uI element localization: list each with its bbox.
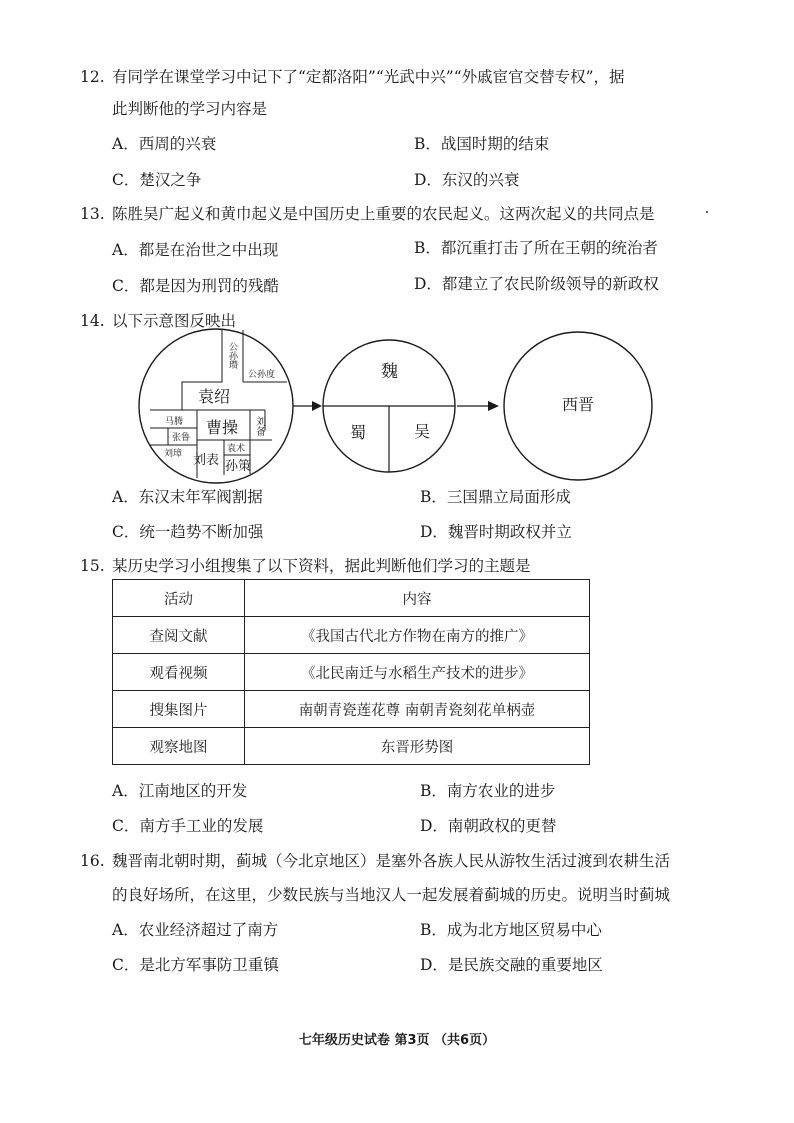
table-cell-activity: 观看视频: [113, 654, 245, 691]
q15-table: [112, 579, 590, 765]
table-row: [113, 654, 590, 691]
label-mateng: 马腾: [165, 417, 184, 427]
q15-stem: 某历史学习小组搜集了以下资料，据此判断他们学习的主题是: [112, 557, 531, 575]
label-shu: 蜀: [350, 423, 367, 442]
q14-option-d: D．魏晋时期政权并立: [420, 523, 572, 541]
q16-number: 16.: [80, 852, 105, 870]
label-liubei: 刘备: [253, 416, 265, 436]
table-cell-content: 《我国古代北方作物在南方的推广》: [245, 617, 590, 654]
label-wei: 魏: [381, 362, 398, 382]
circle-western-jin: [504, 332, 652, 480]
q14-number: 14.: [80, 312, 105, 330]
stray-dot: [706, 211, 708, 213]
q16-stem-line2: 的良好场所，在这里，少数民族与当地汉人一起发展着蓟城的历史。说明当时蓟城: [112, 886, 671, 904]
table-cell-content: 东晋形势图: [245, 728, 590, 765]
table-cell-activity: 查阅文献: [113, 617, 245, 654]
q15-option-c: C．南方手工业的发展: [112, 817, 264, 835]
table-cell-activity: 搜集图片: [113, 691, 245, 728]
table-row: [113, 617, 590, 654]
label-caocao: 曹操: [206, 418, 239, 437]
label-zhanglu: 张鲁: [172, 433, 191, 443]
table-cell-content: 《北民南迁与水稻生产技术的进步》: [245, 654, 590, 691]
q13-stem: 陈胜吴广起义和黄巾起义是中国历史上重要的农民起义。这两次起义的共同点是: [112, 205, 655, 223]
q13-option-b: B．都沉重打击了所在王朝的统治者: [414, 239, 658, 257]
q13-option-c: C．都是因为刑罚的残酷: [112, 277, 279, 295]
circle-warlords: [139, 329, 293, 483]
arrow-1: [293, 401, 322, 411]
q15-number: 15.: [80, 557, 105, 575]
table-cell-content: 南朝青瓷莲花尊 南朝青瓷刻花单柄壶: [245, 691, 590, 728]
q15-option-d: D．南朝政权的更替: [420, 817, 557, 835]
q16-stem-line1: 魏晋南北朝时期，蓟城（今北京地区）是塞外各族人民从游牧生活过渡到农耕生活: [112, 852, 671, 870]
label-wu: 吴: [414, 422, 431, 441]
table-row: [113, 691, 590, 728]
label-gongsundu: 公孙度: [248, 370, 276, 380]
q16-option-d: D．是民族交融的重要地区: [420, 956, 603, 974]
circle-three-kingdoms: [323, 340, 455, 472]
q14-stem: 以下示意图反映出: [112, 312, 237, 330]
q12-number: 12.: [80, 68, 105, 86]
q12-option-d: D．东汉的兴衰: [414, 171, 520, 189]
q13-option-a: A．都是在治世之中出现: [112, 241, 279, 259]
table-header-content: 内容: [245, 580, 590, 617]
q14-option-b: B．三国鼎立局面形成: [420, 488, 571, 506]
q16-option-b: B．成为北方地区贸易中心: [420, 921, 602, 939]
table-cell-activity: 观察地图: [113, 728, 245, 765]
table-header-row: [113, 580, 590, 617]
q12-stem-line2: 此判断他的学习内容是: [112, 100, 268, 118]
q12-option-a: A．西周的兴衰: [112, 135, 217, 153]
page-footer: 七年级历史试卷 第3页 （共6页）: [298, 1033, 496, 1048]
q14-option-c: C．统一趋势不断加强: [112, 523, 264, 541]
label-xijin: 西晋: [562, 395, 595, 414]
q13-number: 13.: [80, 205, 105, 223]
q15-option-b: B．南方农业的进步: [420, 782, 556, 800]
q12-stem-line1: 有同学在课堂学习中记下了“定都洛阳”“光武中兴”“外戚宦官交替专权”，据: [112, 68, 625, 86]
label-gongsunzan: 公孙瓒: [227, 342, 237, 369]
label-liubiao: 刘表: [193, 453, 220, 468]
q12-option-c: C．楚汉之争: [112, 171, 202, 189]
arrow-2: [457, 401, 499, 411]
label-liuzhang: 刘璋: [164, 449, 183, 459]
table-row: [113, 728, 590, 765]
label-sunce: 孙策: [225, 459, 252, 474]
q12-option-b: B．战国时期的结束: [414, 135, 550, 153]
label-yuanshu: 袁术: [227, 444, 246, 454]
q13-option-d: D．都建立了农民阶级领导的新政权: [414, 275, 659, 293]
q16-option-c: C．是北方军事防卫重镇: [112, 956, 279, 974]
table-header-activity: 活动: [113, 580, 245, 617]
q16-option-a: A．农业经济超过了南方: [112, 921, 279, 939]
q14-option-a: A．东汉末年军阀割据: [112, 488, 263, 506]
label-yuanshao: 袁绍: [198, 387, 231, 406]
q15-option-a: A．江南地区的开发: [112, 782, 248, 800]
